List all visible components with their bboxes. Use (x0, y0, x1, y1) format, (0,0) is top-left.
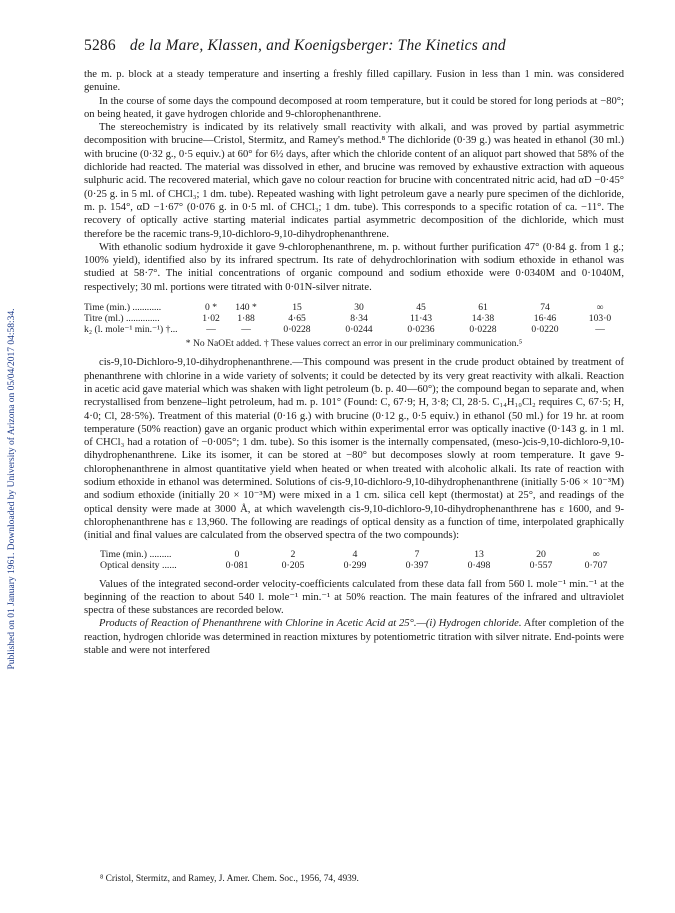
table-cell: 0·0220 (531, 324, 559, 336)
row-label: Time (min.) ............ (84, 302, 162, 314)
table-note: * No NaOEt added. † These values correct an error in our preliminary communication.⁵ (185, 338, 523, 350)
table-cell: 4 (352, 548, 358, 560)
table-cell: 0·299 (343, 560, 367, 571)
paragraph: the m. p. block at a steady temperature and inserting a freshly filled capillary. Fusion in less than 1 min. was considered genuine. (84, 69, 624, 94)
table-cell: 0·557 (529, 560, 553, 571)
table-cell: 0·397 (405, 560, 429, 571)
table-cell: 0·0244 (345, 324, 373, 336)
table-cell: — (241, 324, 251, 336)
article-body (84, 68, 624, 657)
table-cell: ∞ (596, 302, 604, 314)
table-cell: 1·88 (237, 313, 255, 325)
page-header (84, 37, 506, 55)
table-cell: 0·0228 (469, 324, 497, 336)
table-cell: 0·081 (225, 560, 249, 571)
table-cell: 7 (414, 548, 420, 560)
table-cell: 4·65 (288, 313, 306, 325)
table-row (100, 560, 620, 572)
table-cell: 0·205 (281, 560, 305, 571)
table-cell: 8·34 (350, 313, 368, 325)
table-cell: 61 (478, 302, 488, 314)
table-cell: 1·02 (202, 313, 220, 325)
row-label: Optical density ...... (100, 560, 177, 571)
running-title: de la Mare, Klassen, and Koenigsberger: The Kinetics and (129, 37, 506, 54)
table-cell: 20 (536, 548, 546, 560)
paragraph: With ethanolic sodium hydroxide it gave 9-chlorophenanthrene, m. p. without further purification 47° (0·84 g. from 1 g.; 100% yield), identified also by its infrared spectrum. Its rate of dehydrochlorination with sodium ethoxide in ethanol was studied at 58·7°. The initial concentrations of organic compound and sodium ethoxide were 0·0340M and 0·1040M, respectively; 30 ml. portions were titrated with 0·01N-silver nitrate. (84, 241, 624, 293)
footnote: ⁸ Cristol, Stermitz, and Ramey, J. Amer. Chem. Soc., 1956, 74, 4939. (100, 874, 359, 884)
section-heading: Products of Reaction of Phenanthrene with Chlorine in Acetic Acid at 25°.—(i) Hydrogen chloride. (99, 618, 522, 630)
table-cell: 103·0 (588, 313, 612, 325)
table-cell: 0 (234, 548, 240, 560)
paragraph: In the course of some days the compound decomposed at room temperature, but it could be stored for long periods at −80°; on being heated, it gave hydrogen chloride and 9-chlorophenanthrene. (84, 95, 624, 120)
paragraph (84, 617, 624, 657)
paragraph: Values of the integrated second-order velocity-coefficients calculated from these data fall from 560 l. mole⁻¹ min.⁻¹ at the beginning of the reaction to about 540 l. mole⁻¹ min.⁻¹ at 50% reaction. The main features of the infrared and ultraviolet spectra of these substances are recorded below. (84, 578, 624, 617)
table-cell: 74 (540, 302, 550, 314)
row-label: k₂ (l. mole⁻¹ min.⁻¹) †... (84, 324, 178, 336)
table-row (100, 549, 620, 561)
table-cell: 15 (292, 302, 302, 314)
table-cell: 0·498 (467, 560, 491, 571)
table-row (84, 302, 624, 313)
table-cell: 2 (290, 548, 296, 560)
row-label: Titre (ml.) .............. (84, 313, 160, 325)
table-cell: 0·0236 (407, 324, 435, 336)
table-row (84, 313, 624, 324)
table-cell: — (595, 324, 605, 336)
table-cell: 140 * (235, 302, 257, 314)
paragraph: The stereochemistry is indicated by its relatively small reactivity with alkali, and was proved by partial asymmetric decomposition with brucine—Cristol, Stermitz, and Ramey's method.⁸ The dichloride (0·39 g.) was heated in ethanol (30 ml.) with brucine (0·32 g., 0·5 equiv.) at 60° for 6½ days, after which the chloride content of an aliquot part showed that 58% of the dichloride had reacted. The material was dissolved in ether, and brucine was removed by exhaustive extraction with aqueous sulphuric acid. The recovered material, which gave no colour reaction for brucine with concentrated nitric acid, had αD −0·45° (0·25 g. in 5 ml. of CHCl₃; 1 dm. tube). Repeated washing with light petroleum gave a nearly pure specimen of the dichloride, m. p. 154°, αD −1·67° (0·076 g. in 0·5 ml. of CHCl₃; 1 dm. tube). This corresponds to a specific rotation of ca. −11°. The recovery of optically active starting material indicates partial asymmetric decomposition of the dichloride, which must therefore be the racemic trans-9,10-dichloro-9,10-dihydrophenanthrene. (84, 122, 624, 240)
table-cell: — (206, 324, 216, 336)
table-cell: 0·0228 (283, 324, 311, 336)
table-cell: 30 (354, 302, 364, 314)
table-cell: 0 * (205, 302, 217, 314)
table-row (84, 324, 624, 335)
optical-density-table (100, 549, 620, 572)
paragraph: cis-9,10-Dichloro-9,10-dihydrophenanthrene.—This compound was present in the crude product obtained by treatment of phenanthrene with chlorine in a wide variety of solvents; it could be detected by its very great reactivity with alkali. Reaction in acetic acid gave material which was shaken with light petroleum (b. p. 40—60°); the compound began to separate and, when recrystallised from benzene–light petroleum, had m. p. 101° (Found: C, 67·9; H, 3·8; Cl, 28·5. C₁₄H₁₀Cl₂ requires C, 67·5; H, 4·0; Cl, 28·5%). Treatment of this material (0·16 g.) with brucine (0·12 g., 0·5 equiv.) in ethanol (50 ml.) for 19 hr. at room temperature (50% reaction) gave an organic product which within experimental error was optically inactive (0·143 g. in 1 ml. of CHCl₃ had a rotation of −0·005°; 1 dm. tube). So this isomer is the internally compensated, (meso-)cis-9,10-dichloro-9,10-dihydrophenanthrene. Like its isomer, it can be stored at −80° but decomposes slowly at room temperature. It gave 9-chlorophenanthrene in almost quantitative yield when heated or when treated with alcoholic alkali. Its rate of reaction with sodium ethoxide in ethanol was determined. Solutions of cis-9,10-dichloro-9,10-dihydrophenanthrene (initially 5·06 × 10⁻³M) and sodium ethoxide (initially 20 × 10⁻³M) were mixed in a 1 cm. silica cell kept (thermostat) at 25°, and readings of the optical density were made at 3000 Å, at which wavelength cis-9,10-dichloro-9,10-dihydrophenanthrene has ε 1600, and 9-chlorophenanthrene has ε 13,960. The following are readings of optical density as a function of time, interpolated graphically (initial and final values are calculated from the observed spectra of the two compounds): (84, 357, 624, 542)
download-watermark: Published on 01 January 1961. Downloaded by University of Arizona on 05/04/2017 04:58:34. (7, 308, 17, 670)
table-cell: 0·707 (584, 560, 608, 571)
table-cell: 16·46 (533, 313, 557, 325)
dehydrochlorination-table (84, 302, 624, 335)
table-cell: ∞ (592, 548, 600, 560)
table-cell: 14·38 (471, 313, 495, 325)
table-cell: 13 (474, 548, 484, 560)
row-label: Time (min.) ......... (100, 548, 172, 560)
page-number: 5286 (84, 37, 116, 54)
table-cell: 11·43 (409, 313, 433, 325)
table-cell: 45 (416, 302, 426, 314)
section-text: After completion of the reaction, hydrogen chloride was determined in reaction mixtures by potentiometric titration with silver nitrate. End-points were stable and were not interfered (84, 618, 624, 656)
